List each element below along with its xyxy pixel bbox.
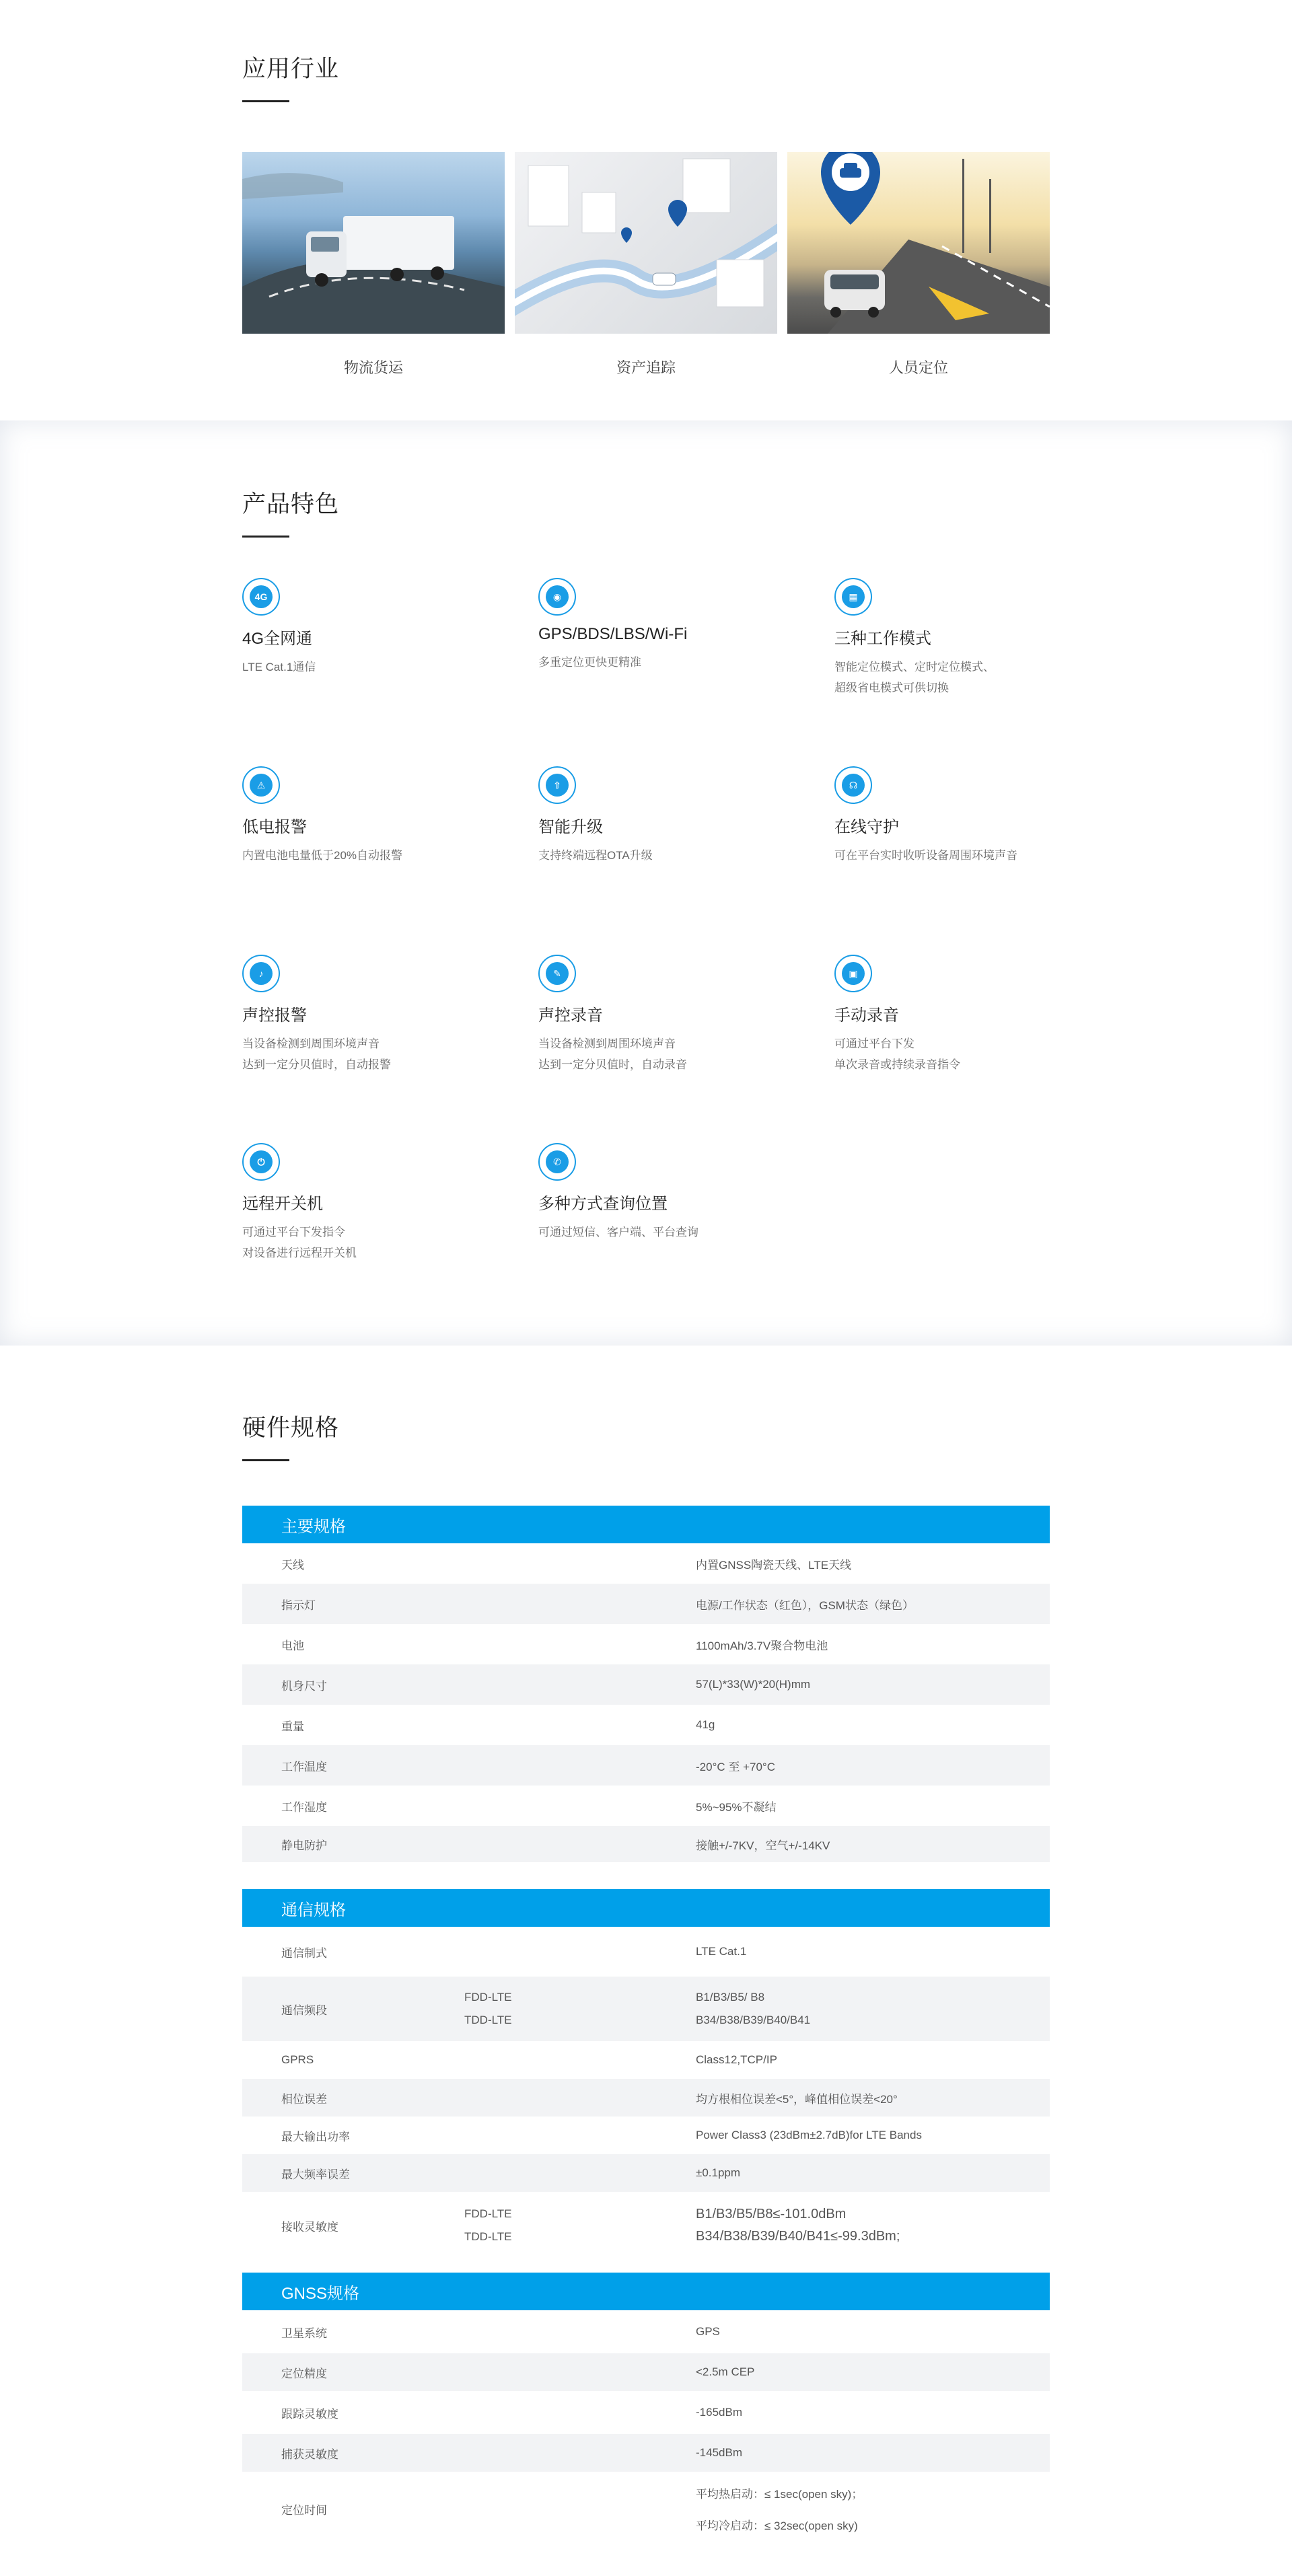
table-row (242, 2192, 1050, 2259)
feature-title: 声控报警 (242, 1006, 307, 1025)
spec-key: 相位误差 (281, 2092, 327, 2106)
spec-value: 平均热启动：≤ 1sec(open sky)； (696, 2488, 863, 2501)
feature-title: 智能升级 (538, 818, 603, 836)
table-row (242, 1584, 1050, 1624)
spec-key: 最大输出功率 (281, 2130, 350, 2143)
spec-value: ±0.1ppm (696, 2166, 741, 2179)
spec-key: 定位精度 (281, 2367, 327, 2380)
sound-alarm-icon: ♪ (242, 955, 280, 992)
spec-key: 重量 (281, 1720, 304, 1733)
feature-title: 手动录音 (834, 1006, 899, 1025)
4g-icon: 4G (242, 578, 280, 616)
feature-desc: 可通过平台下发 单次录音或持续录音指令 (834, 1037, 960, 1071)
spec-key: 捕获灵敏度 (281, 2448, 338, 2461)
microphone-icon: ✎ (538, 955, 576, 992)
spec-key: 通信制式 (281, 1946, 327, 1960)
feature-desc: 可在平台实时收听设备周围环境声音 (834, 849, 1017, 862)
feature-item (538, 578, 834, 766)
title-underline (242, 100, 289, 102)
spec-key: 定位时间 (281, 2503, 327, 2517)
spec-value: B34/B38/B39/B40/B41≤-99.3dBm; (696, 2229, 900, 2244)
spec-key: 指示灯 (281, 1598, 316, 1612)
spec-subkey: FDD-LTE (464, 1991, 512, 2003)
feature-desc: 可通过短信、客户端、平台查询 (538, 1226, 698, 1239)
table-row (242, 2041, 1050, 2079)
spec-value: LTE Cat.1 (696, 1945, 747, 1958)
feature-item (834, 578, 1050, 766)
table-row (242, 2117, 1050, 2154)
spec-value: 57(L)*33(W)*20(H)mm (696, 1678, 811, 1691)
spec-value: 5%~95%不凝结 (696, 1800, 777, 1814)
spec-key: 机身尺寸 (281, 1679, 327, 1693)
table-row (242, 2079, 1050, 2117)
spec-key: 通信频段 (281, 2003, 327, 2017)
feature-title: 低电报警 (242, 818, 307, 836)
power-remote-icon: ⏻ (242, 1143, 280, 1181)
table-row (242, 1745, 1050, 1786)
spec-value: 41g (696, 1718, 715, 1731)
spec-value: 内置GNSS陶瓷天线、LTE天线 (696, 1558, 852, 1572)
spec-subkeys (464, 1991, 696, 2027)
feature-item (538, 955, 834, 1143)
spec-value: B1/B3/B5/B8≤-101.0dBm (696, 2207, 847, 2221)
spec-value: 电源/工作状态（红色），GSM状态（绿色） (696, 1598, 914, 1612)
feature-item (242, 578, 538, 766)
industry-card-person-location[interactable] (787, 152, 1050, 377)
table-row (242, 2391, 1050, 2434)
table-row (242, 1927, 1050, 1977)
spec-key: 静电防护 (281, 1839, 327, 1852)
table-row (242, 1977, 1050, 2041)
feature-desc: LTE Cat.1通信 (242, 661, 316, 673)
feature-title: 三种工作模式 (834, 630, 931, 648)
upgrade-icon: ⇧ (538, 766, 576, 804)
industry-label: 资产追踪 (616, 359, 676, 376)
feature-title: 声控录音 (538, 1006, 603, 1025)
feature-title: 在线守护 (834, 818, 899, 836)
spec-key: 工作温度 (281, 1760, 327, 1773)
industry-card-asset-tracking[interactable] (515, 152, 777, 377)
table-row (242, 2434, 1050, 2472)
table-row (242, 1705, 1050, 1745)
table-row (242, 2472, 1050, 2546)
industry-title: 应用行业 (242, 56, 340, 82)
table-row (242, 2154, 1050, 2192)
feature-desc: 当设备检测到周围环境声音 达到一定分贝值时，自动录音 (538, 1037, 687, 1071)
table-row (242, 1543, 1050, 1584)
features-section (0, 420, 1292, 1346)
person-location-road-image (787, 152, 1050, 334)
spec-values (696, 2485, 1050, 2533)
feature-item (538, 766, 834, 955)
location-query-icon: ✆ (538, 1143, 576, 1181)
features-grid (242, 578, 1050, 1331)
table-row (242, 1624, 1050, 1664)
spec-key: 电池 (281, 1639, 304, 1652)
spec-value: -145dBm (696, 2446, 742, 2459)
spec-value: B34/B38/B39/B40/B41 (696, 2014, 811, 2026)
table-row (242, 1826, 1050, 1862)
title-underline (242, 536, 289, 538)
spec-value: Class12,TCP/IP (696, 2053, 777, 2066)
feature-desc: 支持终端远程OTA升级 (538, 849, 653, 862)
spec-value: B1/B3/B5/ B8 (696, 1991, 765, 2003)
feature-item (834, 955, 1050, 1143)
specs-title: 硬件规格 (242, 1415, 340, 1441)
spec-value: 接触+/-7KV，空气+/-14KV (696, 1839, 830, 1852)
feature-desc: 内置电池电量低于20%自动报警 (242, 849, 403, 862)
feature-title: 4G全网通 (242, 630, 313, 648)
spec-key: 卫星系统 (281, 2326, 327, 2340)
spec-values (696, 1991, 1050, 2027)
spec-key: 最大频率误差 (281, 2168, 350, 2181)
spec-key: 天线 (281, 1558, 304, 1572)
spec-group-header-gnss: GNSS规格 (242, 2273, 1050, 2310)
spec-group-header-main: 主要规格 (242, 1506, 1050, 1543)
asset-tracking-map-image (515, 152, 777, 334)
spec-subkeys (464, 2207, 696, 2244)
logistics-truck-image (242, 152, 505, 334)
industry-label: 人员定位 (888, 359, 948, 376)
feature-item (242, 766, 538, 955)
spec-value: 1100mAh/3.7V聚合物电池 (696, 1639, 828, 1652)
table-row (242, 2353, 1050, 2391)
features-title: 产品特色 (242, 491, 340, 517)
spec-value: -165dBm (696, 2406, 742, 2419)
spec-value: GPS (696, 2325, 720, 2338)
low-battery-alarm-icon: ⚠ (242, 766, 280, 804)
industry-section (0, 0, 1292, 420)
feature-title: GPS/BDS/LBS/Wi-Fi (538, 625, 688, 643)
spec-value: Power Class3 (23dBm±2.7dB)for LTE Bands (696, 2129, 922, 2141)
feature-item (242, 1143, 538, 1331)
spec-values (696, 2207, 1050, 2244)
spec-value: -20°C 至 +70°C (696, 1760, 776, 1773)
spec-subkey: TDD-LTE (464, 2014, 512, 2026)
spec-table (242, 1506, 1050, 2546)
feature-desc: 当设备检测到周围环境声音 达到一定分贝值时，自动报警 (242, 1037, 391, 1071)
spec-key: 工作湿度 (281, 1800, 327, 1814)
spec-value: <2.5m CEP (696, 2365, 755, 2378)
location-pin-icon: ◉ (538, 578, 576, 616)
feature-title: 远程开关机 (242, 1195, 323, 1213)
table-row (242, 2310, 1050, 2353)
spec-group-header-comm: 通信规格 (242, 1889, 1050, 1927)
feature-item (834, 766, 1050, 955)
spec-value: 平均冷启动：≤ 32sec(open sky) (696, 2519, 858, 2532)
feature-desc: 可通过平台下发指令 对设备进行远程开关机 (242, 1226, 357, 1259)
mode-switch-icon: ▦ (834, 578, 872, 616)
title-underline (242, 1459, 289, 1461)
industry-card-logistics[interactable] (242, 152, 505, 377)
manual-record-icon: ▣ (834, 955, 872, 992)
spec-value: 均方根相位误差<5°，峰值相位误差<20° (696, 2092, 898, 2106)
industry-label: 物流货运 (343, 359, 403, 376)
spec-key: 接收灵敏度 (281, 2220, 338, 2234)
spec-key: 跟踪灵敏度 (281, 2407, 338, 2421)
headphones-icon: ☊ (834, 766, 872, 804)
specs-section (0, 1346, 1292, 2546)
feature-item (242, 955, 538, 1143)
feature-title: 多种方式查询位置 (538, 1195, 668, 1213)
feature-item (538, 1143, 834, 1331)
spec-key: GPRS (281, 2053, 314, 2066)
feature-desc: 智能定位模式、定时定位模式、 超级省电模式可供切换 (834, 661, 995, 694)
spec-subkey: FDD-LTE (464, 2207, 512, 2220)
spec-subkey: TDD-LTE (464, 2230, 512, 2243)
feature-desc: 多重定位更快更精准 (538, 656, 641, 669)
table-row (242, 1786, 1050, 1826)
table-row (242, 1664, 1050, 1705)
